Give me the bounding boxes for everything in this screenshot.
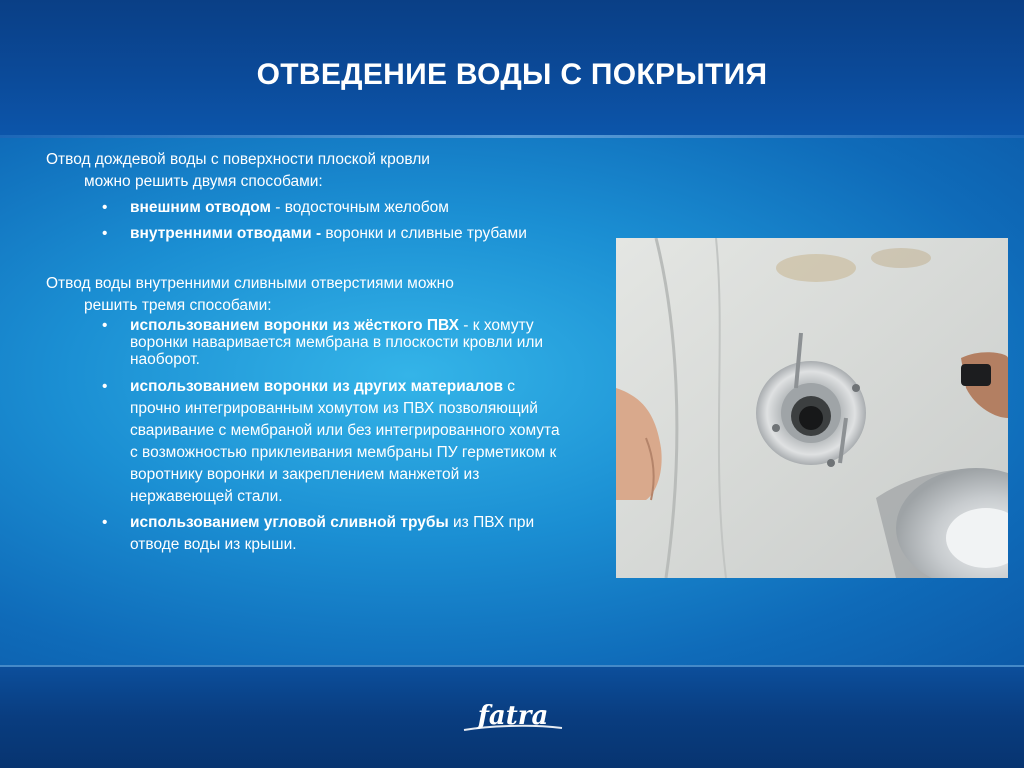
bullet-text: - к хомуту воронки наваривается мембрана в плоскости кровли или наоборот. <box>130 317 544 368</box>
fatra-logo-icon <box>458 700 568 740</box>
list-item <box>46 223 566 245</box>
section1-bullet-list <box>46 197 566 245</box>
roof-drain-illustration <box>616 238 1008 578</box>
bullet-icon: • <box>102 225 108 242</box>
list-item <box>46 317 566 368</box>
section2-intro <box>46 273 566 317</box>
section1-intro-line2: можно решить двумя способами: <box>84 173 323 190</box>
section2-intro-line2: решить тремя способами: <box>84 297 272 314</box>
bullet-bold-text: использованием воронки из других материалов <box>130 378 503 395</box>
fatra-logo <box>458 700 568 740</box>
slide-header <box>0 0 1024 138</box>
roof-drain-photo <box>616 238 1008 578</box>
bullet-bold-text: использованием угловой сливной трубы <box>130 514 449 531</box>
bullet-icon: • <box>102 317 108 334</box>
list-item <box>46 376 566 508</box>
bullet-text: с прочно интегрированным хомутом из ПВХ позволяющий сваривание с мембраной или без интегрированного хомута с возможностью приклеивания мембраны ПУ герметиком к воротнику воронки и закреплением манжетой из нержавеющей стали. <box>130 378 560 505</box>
bullet-bold-text: внешним отводом <box>130 199 271 216</box>
list-item <box>46 512 566 556</box>
bullet-bold-text: использованием воронки из жёсткого ПВХ <box>130 317 459 334</box>
section1-intro-line1: Отвод дождевой воды с поверхности плоской кровли <box>46 151 430 168</box>
section2-bullet-list <box>46 317 566 556</box>
bullet-text: из ПВХ при отводе воды из крыши. <box>130 514 535 553</box>
bullet-bold-text: внутренними отводами - <box>130 225 322 242</box>
bullet-text: - водосточным желобом <box>270 199 449 216</box>
bullet-text: воронки и сливные трубами <box>321 225 527 242</box>
slide-text-block <box>46 149 566 560</box>
bullet-icon: • <box>102 378 108 395</box>
bullet-icon: • <box>102 514 108 531</box>
slide-title: ОТВЕДЕНИЕ ВОДЫ С ПОКРЫТИЯ <box>256 58 768 91</box>
bullet-icon: • <box>102 199 108 216</box>
list-item <box>46 197 566 219</box>
spacer <box>46 249 566 273</box>
section1-intro <box>46 149 566 193</box>
fatra-logo-text: fatra <box>477 701 549 731</box>
section2-intro-line1: Отвод воды внутренними сливными отверстиями можно <box>46 275 454 292</box>
